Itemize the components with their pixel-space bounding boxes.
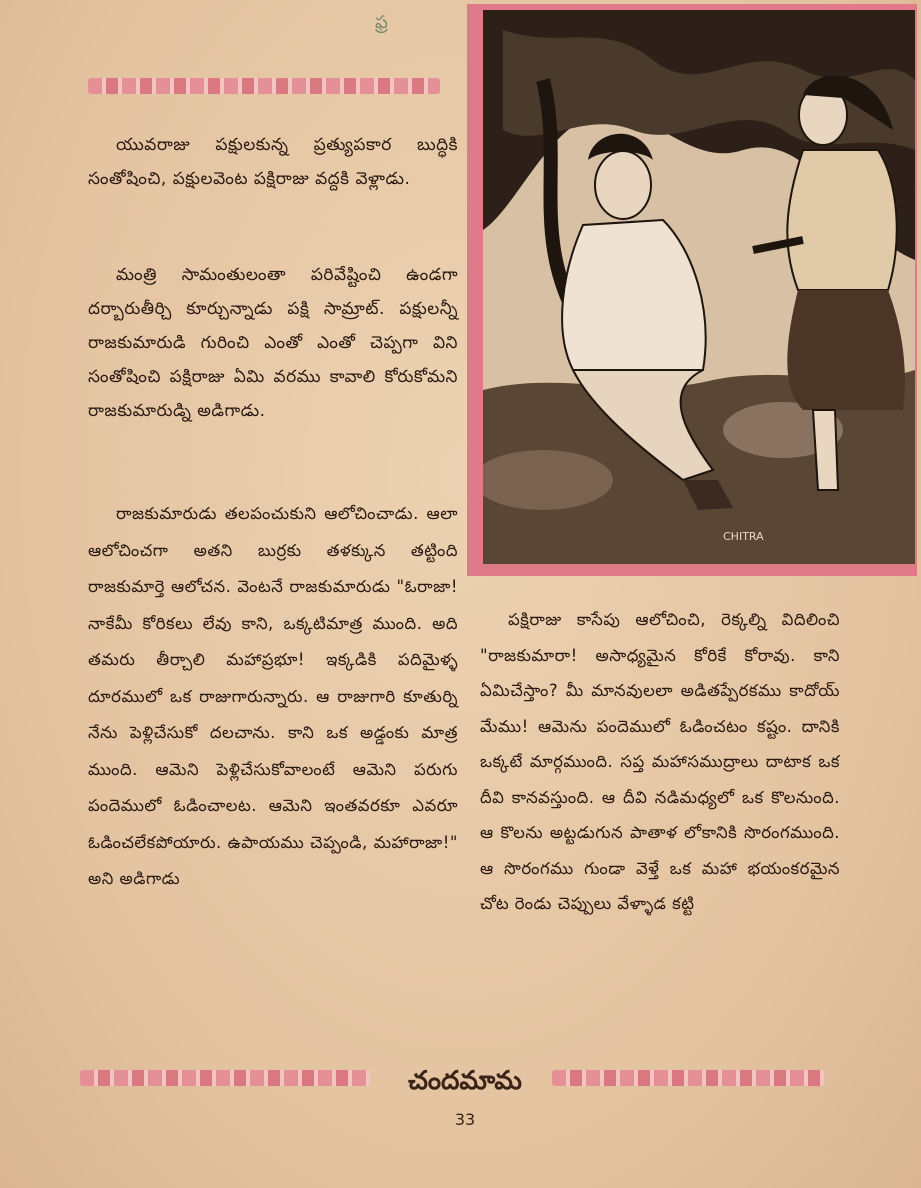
top-decorative-border (88, 78, 440, 94)
bottom-left-decorative-border (80, 1070, 370, 1086)
left-column-top (88, 128, 458, 196)
story-illustration (483, 10, 915, 564)
paragraph: రాజకుమారుడు తలపంచుకుని ఆలోచించాడు. ఆలా ఆలోచించగా అతని బుర్రకు తళక్కున తట్టింది రాజకుమార్తె ఆలోచన. వెంటనే రాజకుమారుడు "ఓరాజా! నాకేమీ కోరికలు లేవు కాని, ఒక్కటిమాత్ర ముంది. అది తమరు తీర్చాలి మహాప్రభూ! ఇక్కడికి పదిమైళ్ళ దూరములో ఒక రాజుగారున్నారు. ఆ రాజుగారి కూతుర్ని నేను పెళ్లిచేసుకో దలచాను. కాని ఒక అడ్డంకు మాత్ర ముంది. ఆమెని పెళ్లిచేసుకోవాలంటే ఆమెని పరుగు పందెములో ఓడించాలట. ఆమెని ఇంతవరకూ ఎవరూ ఓడించలేకపోయారు. ఉపాయము చెప్పండి, మహారాజా!" అని అడిగాడు (88, 504, 458, 888)
left-column-mid (88, 258, 458, 428)
bottom-right-decorative-border (552, 1070, 824, 1086)
header-mark: ఫ్ర (375, 12, 388, 33)
left-column-bottom (88, 496, 458, 898)
paragraph: పక్షిరాజు కాసేపు ఆలోచించి, రెక్కల్ని విదిలించి "రాజకుమారా! అసాధ్యమైన కోరికే కోరావు. కాని ఏమిచేస్తాం? మీ మానవులలా అడితప్పేరకము కాదోయ్ మేము! ఆమెను పందెములో ఓడించటం కష్టం. దానికి ఒక్కటే మార్గముంది. సప్త మహాసముద్రాలు దాటాక ఒక దీవి కానవస్తుంది. ఆ దీవి నడిమధ్యలో ఒక కొలనుంది. ఆ కొలను అట్టడుగున పాతాళ లోకానికి సొరంగముంది. ఆ సొరంగము గుండా వెళ్తే ఒక మహా భయంకరమైన చోట రెండు చెప్పులు వేళ్ళాడ కట్టి (480, 610, 840, 913)
illustration-signature: CHITRA (723, 530, 764, 543)
paragraph: యువరాజు పక్షులకున్న ప్రత్యుపకార బుద్ధికి సంతోషించి, పక్షులవెంట పక్షిరాజు వద్దకి వెళ్లాడు. (88, 135, 458, 189)
page-number: 33 (454, 1110, 476, 1129)
paragraph: మంత్రి సామంతులంతా పరివేష్టించి ఉండగా దర్బారుతీర్చి కూర్చున్నాడు పక్షి సామ్రాట్. పక్షులన్నీ రాజకుమారుడి గురించి ఎంతో ఎంతో చెప్పగా విని సంతోషించి పక్షిరాజు ఏమి వరము కావాలి కోరుకోమని రాజకుమారుడ్ని అడిగాడు. (88, 265, 458, 421)
magazine-title: చందమామ (408, 1066, 522, 1096)
right-column (480, 602, 840, 922)
